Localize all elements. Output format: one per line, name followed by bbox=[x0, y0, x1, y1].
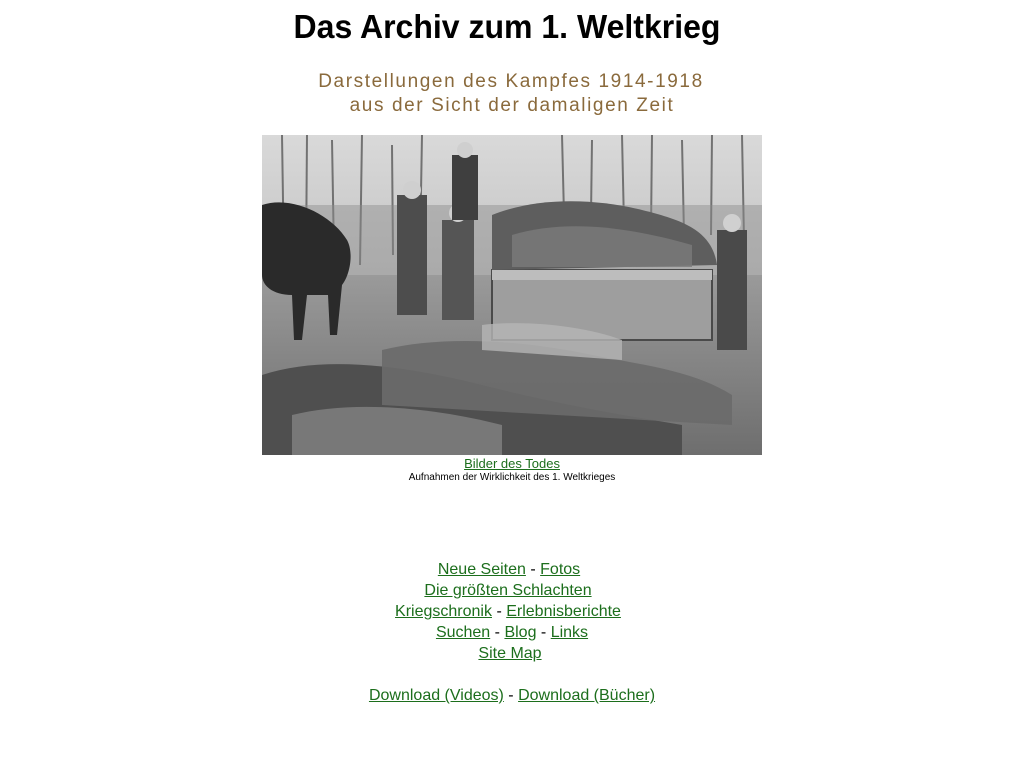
nav-separator: - bbox=[494, 624, 500, 641]
subtitle-line-1: Darstellungen des Kampfes 1914-1918 bbox=[318, 71, 704, 92]
nav-link-sitemap[interactable]: Site Map bbox=[478, 645, 542, 662]
nav-separator: - bbox=[496, 603, 502, 620]
nav-link-reports[interactable]: Erlebnisberichte bbox=[506, 603, 621, 620]
bilder-des-todes-link[interactable]: Bilder des Todes bbox=[464, 456, 560, 471]
nav-link-new-pages[interactable]: Neue Seiten bbox=[437, 561, 526, 578]
photo-caption: Aufnahmen der Wirklichkeit des 1. Weltkrieges bbox=[408, 472, 616, 483]
nav-link-download-videos[interactable]: Download (Videos) bbox=[368, 687, 504, 704]
nav-row-3 bbox=[0, 601, 1020, 622]
subtitle-line-2: aus der Sicht der damaligen Zeit bbox=[349, 95, 675, 116]
nav-link-search[interactable]: Suchen bbox=[435, 624, 491, 641]
nav-row-4 bbox=[0, 622, 1024, 643]
nav-separator: - bbox=[530, 561, 536, 578]
nav-link-links[interactable]: Links bbox=[550, 624, 589, 641]
nav-row-2 bbox=[0, 580, 1020, 601]
nav-separator: - bbox=[508, 687, 514, 704]
nav-link-download-books[interactable]: Download (Bücher) bbox=[518, 687, 656, 704]
nav-link-blog[interactable]: Blog bbox=[504, 624, 537, 641]
nav-row-5 bbox=[0, 643, 1022, 664]
nav-link-battles[interactable]: Die größten Schlachten bbox=[424, 582, 592, 599]
war-photo-image[interactable] bbox=[262, 135, 762, 455]
nav-link-photos[interactable]: Fotos bbox=[540, 561, 581, 578]
nav-row-downloads bbox=[0, 685, 1024, 706]
nav-separator: - bbox=[540, 624, 547, 641]
nav-link-chronicle[interactable]: Kriegschronik bbox=[395, 603, 492, 620]
page-title: Das Archiv zum 1. Weltkrieg bbox=[293, 8, 721, 45]
nav-row-1 bbox=[0, 559, 1021, 580]
